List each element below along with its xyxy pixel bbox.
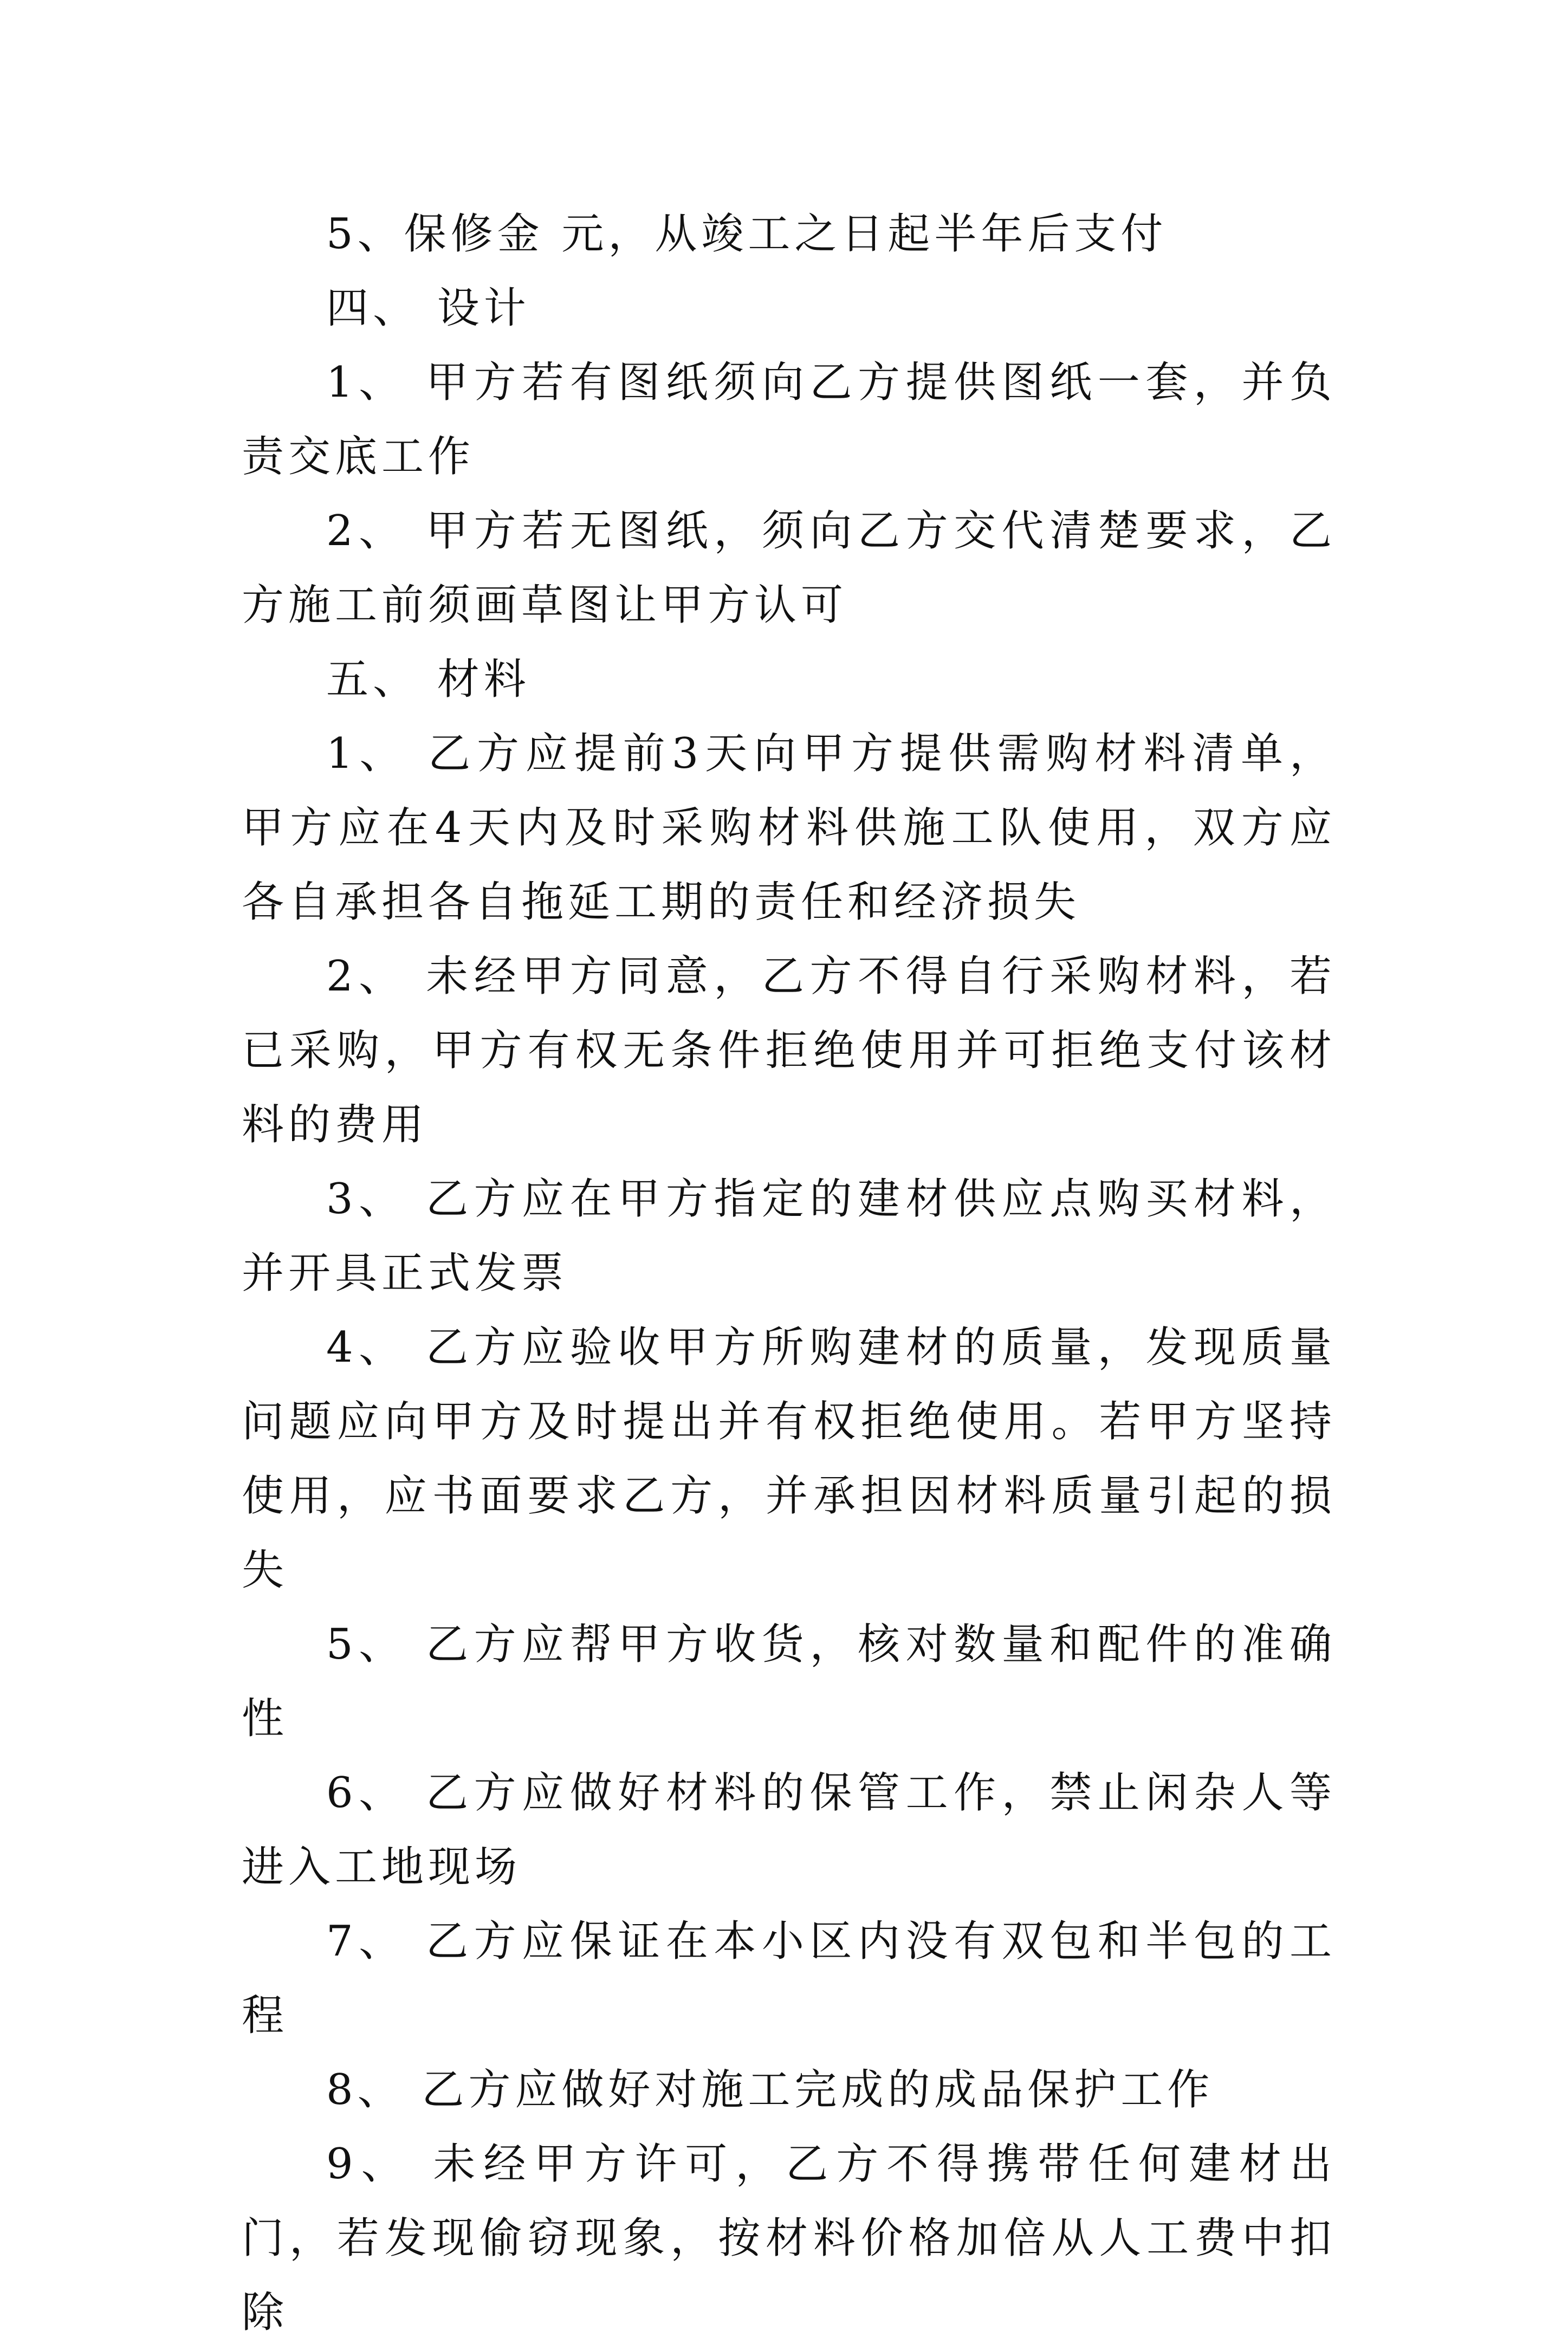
clause-text: 保修金 元，从竣工之日起半年后支付 (404, 210, 1168, 258)
document-body (242, 197, 1336, 2350)
clause-materials-7 (242, 1905, 1336, 2053)
section-number: 四、 (326, 284, 420, 333)
clause-text: 乙方应做好对施工完成的成品保护工作 (404, 2066, 1214, 2114)
clause-number: 9、 (326, 2140, 412, 2189)
clause-materials-4 (242, 1311, 1336, 1608)
clause-materials-3 (242, 1162, 1336, 1311)
clause-number: 1、 (326, 358, 407, 407)
clause-materials-2 (242, 940, 1336, 1162)
clause-number: 5、 (326, 210, 404, 258)
clause-text: 甲方若无图纸，须向乙方交代清楚要求，乙方施工前须画草图让甲方认可 (242, 507, 1336, 630)
clause-number: 8、 (326, 2066, 404, 2114)
clause-materials-6 (242, 1756, 1336, 1905)
clause-materials-1 (242, 717, 1336, 940)
clause-text: 乙方应帮甲方收货，核对数量和配件的准确性 (242, 1620, 1336, 1743)
section-heading-materials (242, 643, 1336, 717)
clause-materials-5 (242, 1608, 1336, 1756)
clause-design-1 (242, 346, 1336, 494)
clause-materials-9 (242, 2127, 1336, 2350)
clause-text: 乙方应做好材料的保管工作，禁止闲杂人等进入工地现场 (242, 1769, 1336, 1892)
section-title: 材料 (419, 655, 530, 704)
clause-number: 1、 (326, 729, 409, 778)
clause-number: 5、 (326, 1620, 407, 1669)
clause-text: 甲方若有图纸须向乙方提供图纸一套，并负责交底工作 (242, 358, 1336, 481)
clause-design-2 (242, 494, 1336, 643)
clause-number: 2、 (326, 952, 407, 1001)
clause-number: 3、 (326, 1175, 407, 1223)
clause-warranty-payment (242, 197, 1336, 271)
clause-materials-8 (242, 2053, 1336, 2127)
section-number: 五、 (326, 655, 420, 704)
section-heading-design (242, 271, 1336, 346)
clause-number: 2、 (326, 507, 407, 555)
clause-text: 乙方应提前3天向甲方提供需购材料清单，甲方应在4天内及时采购材料供施工队使用，双方应各自承担各自拖延工期的责任和经济损失 (242, 729, 1336, 927)
clause-text: 乙方应验收甲方所购建材的质量，发现质量问题应向甲方及时提出并有权拒绝使用。若甲方坚持使用，应书面要求乙方，并承担因材料质量引起的损失 (242, 1323, 1336, 1595)
clause-text: 未经甲方许可，乙方不得携带任何建材出门，若发现偷窃现象，按材料价格加倍从人工费中扣除 (242, 2140, 1336, 2337)
section-title: 设计 (419, 284, 530, 333)
clause-text: 未经甲方同意，乙方不得自行采购材料，若已采购，甲方有权无条件拒绝使用并可拒绝支付该材料的费用 (242, 952, 1336, 1149)
clause-text: 乙方应在甲方指定的建材供应点购买材料，并开具正式发票 (242, 1175, 1336, 1298)
clause-number: 6、 (326, 1769, 407, 1817)
clause-text: 乙方应保证在本小区内没有双包和半包的工程 (242, 1917, 1336, 2040)
clause-number: 7、 (326, 1917, 407, 1966)
clause-number: 4、 (326, 1323, 407, 1372)
